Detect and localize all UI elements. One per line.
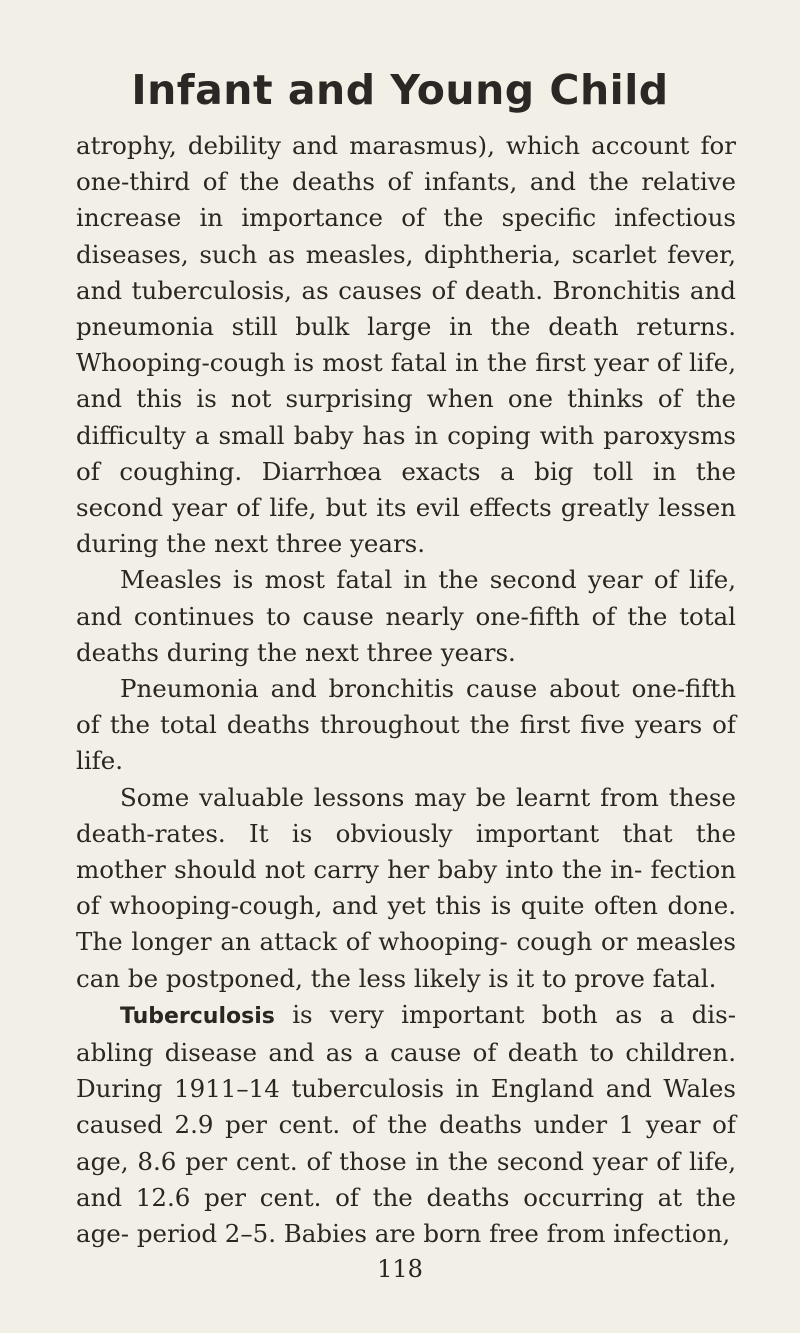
run-in-heading: Tuberculosis — [120, 1003, 275, 1029]
page-number: 118 — [377, 1255, 423, 1283]
body-text — [76, 128, 736, 1252]
paragraph-4: Some valuable lessons may be learnt from these death-rates. It is obviously important that the mother should not carry her baby into the in- fection of whooping-cough, and yet this is quite often done. The longer an attack of whooping- cough or measles can be postponed, the less likely is it to prove fatal. — [76, 782, 736, 993]
paragraph-5-text: is very important both as a dis- abling disease and as a cause of death to children. During 1911–14 tuberculosis in England and Wales caused 2.9 per cent. of the deaths under 1 year of age, 8.6 per cent. of those in the second year of life, and 12.6 per cent. of the deaths occurring at the age- period 2–5. Babies are born free from infection, — [76, 999, 736, 1249]
paragraph-5 — [76, 997, 736, 1252]
running-header: Infant and Young Child — [131, 66, 669, 114]
paragraph-2: Measles is most fatal in the second year of life, and continues to cause nearly one-fifth of the total deaths during the next three years. — [76, 565, 736, 667]
paragraph-1: atrophy, debility and marasmus), which account for one-third of the deaths of infants, and the relative increase in importance of the specific infectious diseases, such as measles, diphtheria, scarlet fever, and tuberculosis, as causes of death. Bronchitis and pneumonia still bulk large in the death returns. Whooping-cough is most fatal in the first year of life, and this is not surprising when one thinks of the difficulty a small baby has in coping with paroxysms of coughing. Diarrhœa exacts a big toll in the second year of life, but its evil effects greatly lessen during the next three years. — [76, 131, 736, 559]
paragraph-3: Pneumonia and bronchitis cause about one-fifth of the total deaths throughout the first five years of life. — [76, 674, 736, 776]
